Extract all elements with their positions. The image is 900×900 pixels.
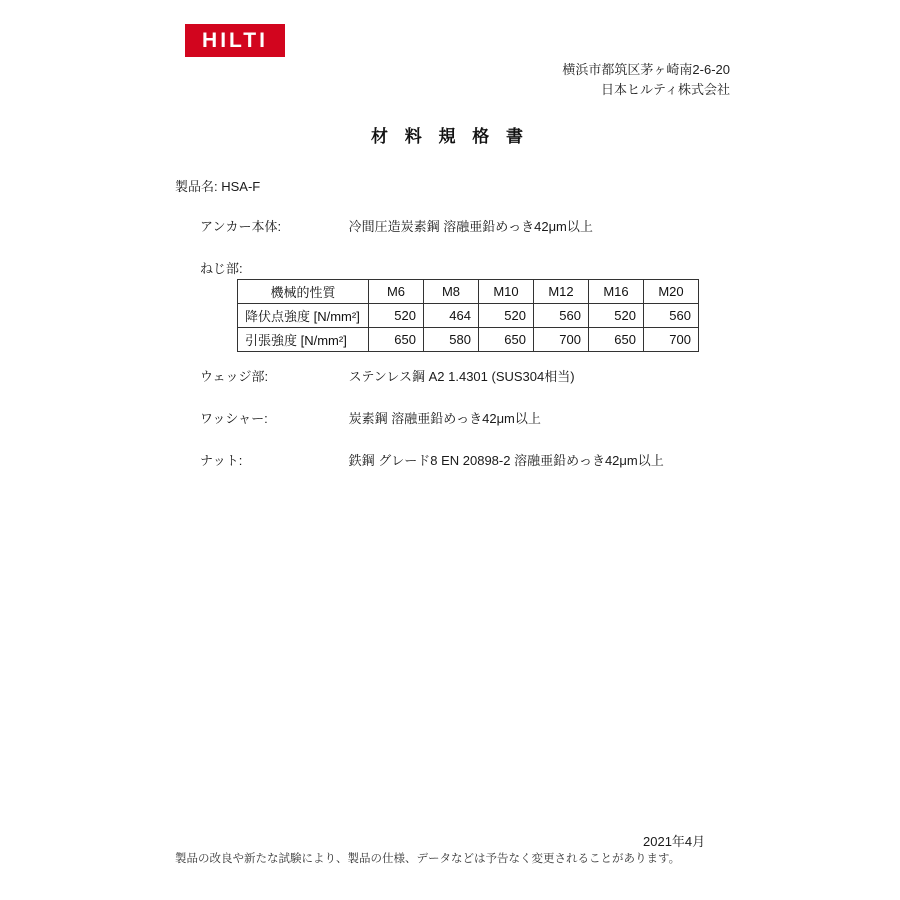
section-screw-label: ねじ部: [200, 261, 243, 276]
disclaimer-note: 製品の改良や新たな試験により、製品の仕様、データなどは予告なく変更されることがあります。 [175, 853, 681, 865]
section-anchor-label: アンカー本体: [200, 219, 282, 234]
table-header-m20: M20 [644, 280, 699, 304]
page-title: 材 料 規 格 書 [371, 127, 529, 146]
tensile-m10: 650 [479, 328, 534, 352]
table-header-row [238, 280, 699, 304]
section-anchor-body [200, 216, 593, 235]
section-wedge-label: ウェッジ部: [200, 369, 269, 384]
table-header-m12: M12 [534, 280, 589, 304]
yield-m20: 560 [644, 304, 699, 328]
hilti-logo [185, 24, 285, 57]
section-screw-part [200, 258, 345, 277]
table-header-m6: M6 [369, 280, 424, 304]
section-wedge [200, 366, 575, 385]
mechanical-properties-table [237, 279, 699, 352]
section-anchor-value: 冷間圧造炭素鋼 溶融亜鉛めっき42μm以上 [348, 219, 593, 234]
hilti-logo-text: HILTI [202, 28, 268, 52]
section-wedge-value: ステンレス鋼 A2 1.4301 (SUS304相当) [348, 369, 575, 384]
tensile-m8: 580 [424, 328, 479, 352]
table-row-tensile-strength [238, 328, 699, 352]
yield-m16: 520 [589, 304, 644, 328]
table-header-m16: M16 [589, 280, 644, 304]
address-line-1: 横浜市都筑区茅ヶ崎南2-6-20 [562, 62, 730, 77]
company-address [562, 60, 730, 100]
row-label-tensile: 引張強度 [N/mm²] [238, 328, 369, 352]
table-row-yield-strength [238, 304, 699, 328]
address-line-2: 日本ヒルティ株式会社 [601, 82, 730, 98]
yield-m12: 560 [534, 304, 589, 328]
table-header-m8: M8 [424, 280, 479, 304]
tensile-m20: 700 [644, 328, 699, 352]
yield-m8: 464 [424, 304, 479, 328]
product-name-value: HSA-F [221, 179, 261, 194]
product-name-label: 製品名: [175, 179, 218, 194]
section-washer-value: 炭素鋼 溶融亜鉛めっき42μm以上 [348, 411, 541, 426]
table-header-property: 機械的性質 [238, 280, 369, 304]
tensile-m16: 650 [589, 328, 644, 352]
section-nut-label: ナット: [200, 453, 243, 468]
tensile-m6: 650 [369, 328, 424, 352]
section-nut-value: 鉄鋼 グレード8 EN 20898-2 溶融亜鉛めっき42μm以上 [348, 453, 664, 468]
tensile-m12: 700 [534, 328, 589, 352]
section-washer-label: ワッシャー: [200, 411, 268, 426]
table-header-m10: M10 [479, 280, 534, 304]
yield-m10: 520 [479, 304, 534, 328]
document-date: 2021年4月 [643, 834, 706, 849]
yield-m6: 520 [369, 304, 424, 328]
section-washer [200, 408, 541, 427]
product-name-line [175, 176, 260, 195]
row-label-yield: 降伏点強度 [N/mm²] [238, 304, 369, 328]
section-nut [200, 450, 664, 469]
